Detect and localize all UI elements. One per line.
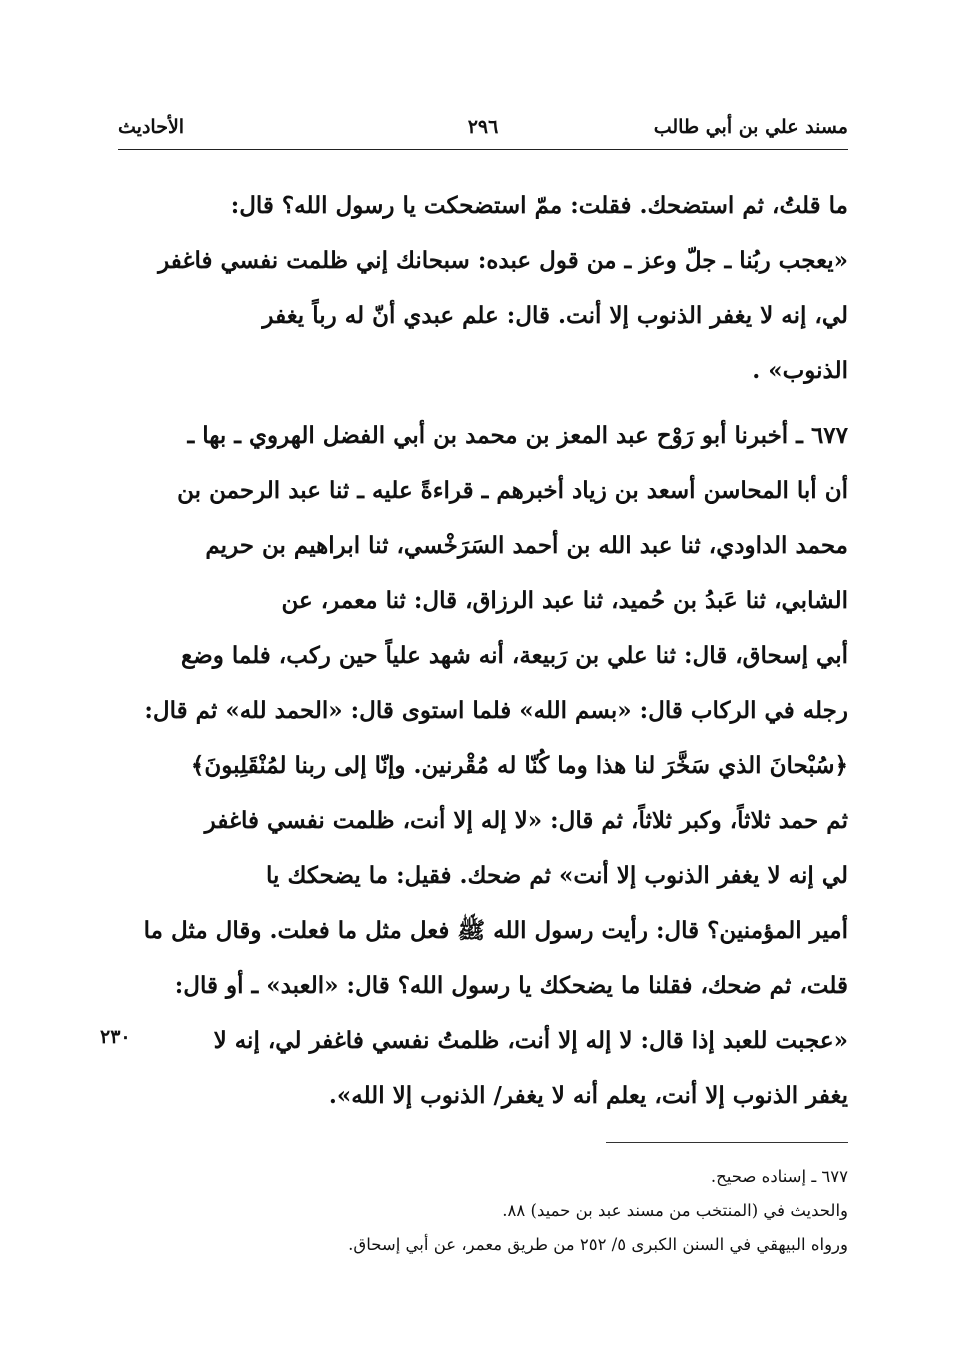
text-line: رجله في الركاب قال: «بسم الله» فلما استوى قال: «الحمد لله» ثم قال: — [144, 697, 848, 724]
book-title: مسند علي بن أبي طالب — [653, 116, 848, 138]
text-line: أمير المؤمنين؟ قال: رأيت رسول الله ﷺ فعل مثل ما فعلت. وقال مثل ما — [143, 917, 848, 944]
text-line: ما قلتُ، ثم استضحك. فقلت: ممّ استضحكت يا رسول الله؟ قال: — [230, 192, 848, 219]
section-title: الأحاديث — [118, 116, 185, 138]
text-line: أبي إسحاق، قال: ثنا علي بن رَبيعة، أنه شهد علياً حين ركب، فلما وضع — [181, 642, 848, 669]
text-line: قلت، ثم ضحك، فقلنا ما يضحكك يا رسول الله؟ قال: «العبد» ـ أو قال: — [174, 972, 848, 999]
text-line: لي، إنه لا يغفر الذنوب إلا أنت. قال: علم عبدي أنّ له رباً يغفر — [262, 302, 848, 329]
footnote-line: ٦٧٧ ـ إسناده صحيح. — [710, 1167, 848, 1186]
text-line: محمد الداودي، ثنا عبد الله بن أحمد السَرَخْسي، ثنا ابراهيم بن حريم — [205, 532, 848, 559]
running-header — [118, 112, 848, 148]
hadith-677 — [118, 408, 848, 1123]
text-line: يغفر الذنوب إلا أنت، يعلم أنه لا يغفر/ الذنوب إلا الله». — [328, 1082, 848, 1109]
quran-verse-line: ﴿سُبْحانَ الذي سَخَّرَ لنا هذا وما كُنّا له مُقْرنين. وإنّا إلى ربنا لمُنْقَلِبونَ﴾ — [190, 752, 848, 779]
footnotes — [170, 1160, 848, 1262]
margin-page-reference: ٢٣٠ — [100, 1026, 131, 1048]
text-line: «يعجب ربُنا ـ جلّ وعز ـ من قول عبده: سبحانك إني ظلمت نفسي فاغفر — [158, 247, 848, 274]
footnote-divider — [606, 1142, 848, 1143]
text-line: أن أبا المحاسن أسعد بن زياد أخبرهم ـ قراءةً عليه ـ ثنا عبد الرحمن بن — [177, 477, 848, 504]
text-line: لي إنه لا يغفر الذنوب إلا أنت» ثم ضحك. فقيل: ما يضحكك يا — [266, 862, 848, 889]
text-line: الشابي، ثنا عَبدُ بن حُميد، ثنا عبد الرزاق، قال: ثنا معمر، عن — [281, 587, 848, 614]
footnote-line: ورواه البيهقي في السنن الكبرى ٥/ ٢٥٢ من طريق معمر، عن أبي إسحاق. — [348, 1235, 848, 1254]
paragraph-continuation — [118, 178, 848, 398]
text-line: ثم حمد ثلاثاً، وكبر ثلاثاً، ثم قال: «لا إله إلا أنت، ظلمت نفسي فاغفر — [204, 807, 848, 834]
footnote-line: والحديث في (المنتخب من مسند عبد بن حميد) ٨٨. — [502, 1201, 848, 1220]
header-divider — [118, 149, 848, 150]
text-line: ٦٧٧ ـ أخبرنا أبو رَوْح عبد المعز بن محمد بن أبي الفضل الهروي ـ بها ـ — [187, 422, 848, 449]
page-number: ٢٩٦ — [467, 116, 499, 138]
text-line: «عجبت للعبد إذا قال: لا إله إلا أنت، ظلمتُ نفسي فاغفر لي، إنه لا — [213, 1027, 848, 1054]
text-line: الذنوب» . — [752, 357, 848, 384]
